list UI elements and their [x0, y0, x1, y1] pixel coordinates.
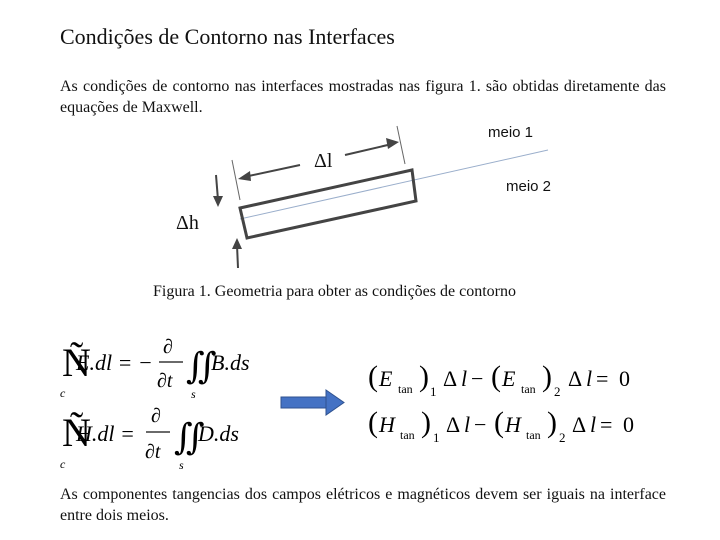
- svg-text:): ): [421, 406, 431, 439]
- faraday-sub-c: c: [60, 386, 66, 400]
- conclusion-paragraph: As componentes tangencias dos campos elétricos e magnéticos devem ser iguais na interface entre dois meios.: [60, 486, 666, 524]
- svg-text:l: l: [461, 366, 468, 391]
- svg-text:E: E: [379, 366, 393, 391]
- intro-paragraph: As condições de contorno nas interfaces mostradas nas figura 1. são obtidas diretamente das equações de Maxwell.: [60, 78, 666, 116]
- svg-text:Δ: Δ: [568, 366, 583, 391]
- dl-arrowhead-right: [386, 138, 399, 149]
- faraday-rhs: B.ds: [211, 350, 250, 375]
- svg-text:2: 2: [559, 430, 566, 445]
- svg-text:=: =: [600, 412, 613, 437]
- ampere-double-integral: ∬: [174, 417, 205, 457]
- svg-text:): ): [419, 360, 429, 393]
- faraday-denom: ∂t: [157, 370, 173, 392]
- tangential-e-equation: [368, 360, 630, 399]
- svg-text:1: 1: [430, 384, 437, 399]
- svg-text:0: 0: [619, 366, 630, 391]
- faraday-numer: ∂: [163, 336, 173, 358]
- svg-text:l: l: [464, 412, 471, 437]
- ampere-rhs: D.ds: [198, 421, 239, 446]
- svg-text:(: (: [494, 406, 504, 439]
- medium-1-label: meio 1: [488, 124, 534, 141]
- figure-caption: Figura 1. Geometria para obter as condições de contorno: [153, 283, 516, 300]
- svg-text:tan: tan: [526, 428, 541, 442]
- svg-text:(: (: [368, 360, 378, 393]
- dh-arrowhead-top: [213, 196, 223, 207]
- ampere-equation: [60, 405, 239, 472]
- svg-text:−: −: [474, 412, 487, 437]
- svg-text:=: =: [596, 366, 609, 391]
- implies-arrow-shaft: [281, 397, 327, 408]
- svg-text:H: H: [379, 412, 395, 437]
- faraday-double-integral: ∬: [186, 346, 217, 386]
- page-title: Condições de Contorno nas Interfaces: [60, 24, 395, 49]
- pillbox-rectangle: [240, 170, 416, 238]
- ampere-sub-s: s: [179, 458, 184, 472]
- dl-arrowhead-left: [238, 171, 251, 181]
- svg-text:Δ: Δ: [572, 412, 587, 437]
- svg-text:E: E: [502, 366, 516, 391]
- ampere-denom: ∂t: [145, 441, 161, 463]
- svg-text:H: H: [505, 412, 521, 437]
- contour-integral-symbol: Ñ: [62, 410, 91, 455]
- faraday-lhs: E.dl = −: [76, 350, 153, 375]
- svg-text:(: (: [368, 406, 378, 439]
- svg-text:(: (: [491, 360, 501, 393]
- medium-2-label: meio 2: [506, 178, 552, 195]
- svg-text:): ): [542, 360, 552, 393]
- svg-text:tan: tan: [400, 428, 415, 442]
- implies-arrow-head: [326, 390, 344, 415]
- interface-line: [240, 150, 548, 219]
- faraday-sub-s: s: [191, 387, 196, 401]
- svg-text:−: −: [471, 366, 484, 391]
- delta-h-label: Δh: [176, 212, 199, 234]
- contour-integral-symbol: Ñ: [62, 340, 91, 385]
- ampere-numer: ∂: [151, 405, 161, 427]
- svg-text:l: l: [586, 366, 593, 391]
- delta-l-label: Δl: [314, 150, 333, 172]
- ampere-sub-c: c: [60, 457, 66, 471]
- ampere-lhs: H.dl =: [76, 421, 135, 446]
- tangential-h-equation: [368, 406, 634, 445]
- svg-text:tan: tan: [398, 382, 413, 396]
- faraday-equation: [60, 336, 250, 401]
- svg-text:): ): [547, 406, 557, 439]
- svg-text:tan: tan: [521, 382, 536, 396]
- svg-text:0: 0: [623, 412, 634, 437]
- svg-text:2: 2: [554, 384, 561, 399]
- svg-text:1: 1: [433, 430, 440, 445]
- dl-arrow-right: [345, 144, 392, 155]
- svg-text:Δ: Δ: [446, 412, 461, 437]
- dl-arrow-left: [244, 165, 300, 177]
- svg-text:l: l: [590, 412, 597, 437]
- dl-extension-left: [232, 160, 240, 200]
- svg-text:Δ: Δ: [443, 366, 458, 391]
- dl-extension-right: [397, 126, 405, 164]
- dh-arrowhead-bottom: [232, 238, 242, 249]
